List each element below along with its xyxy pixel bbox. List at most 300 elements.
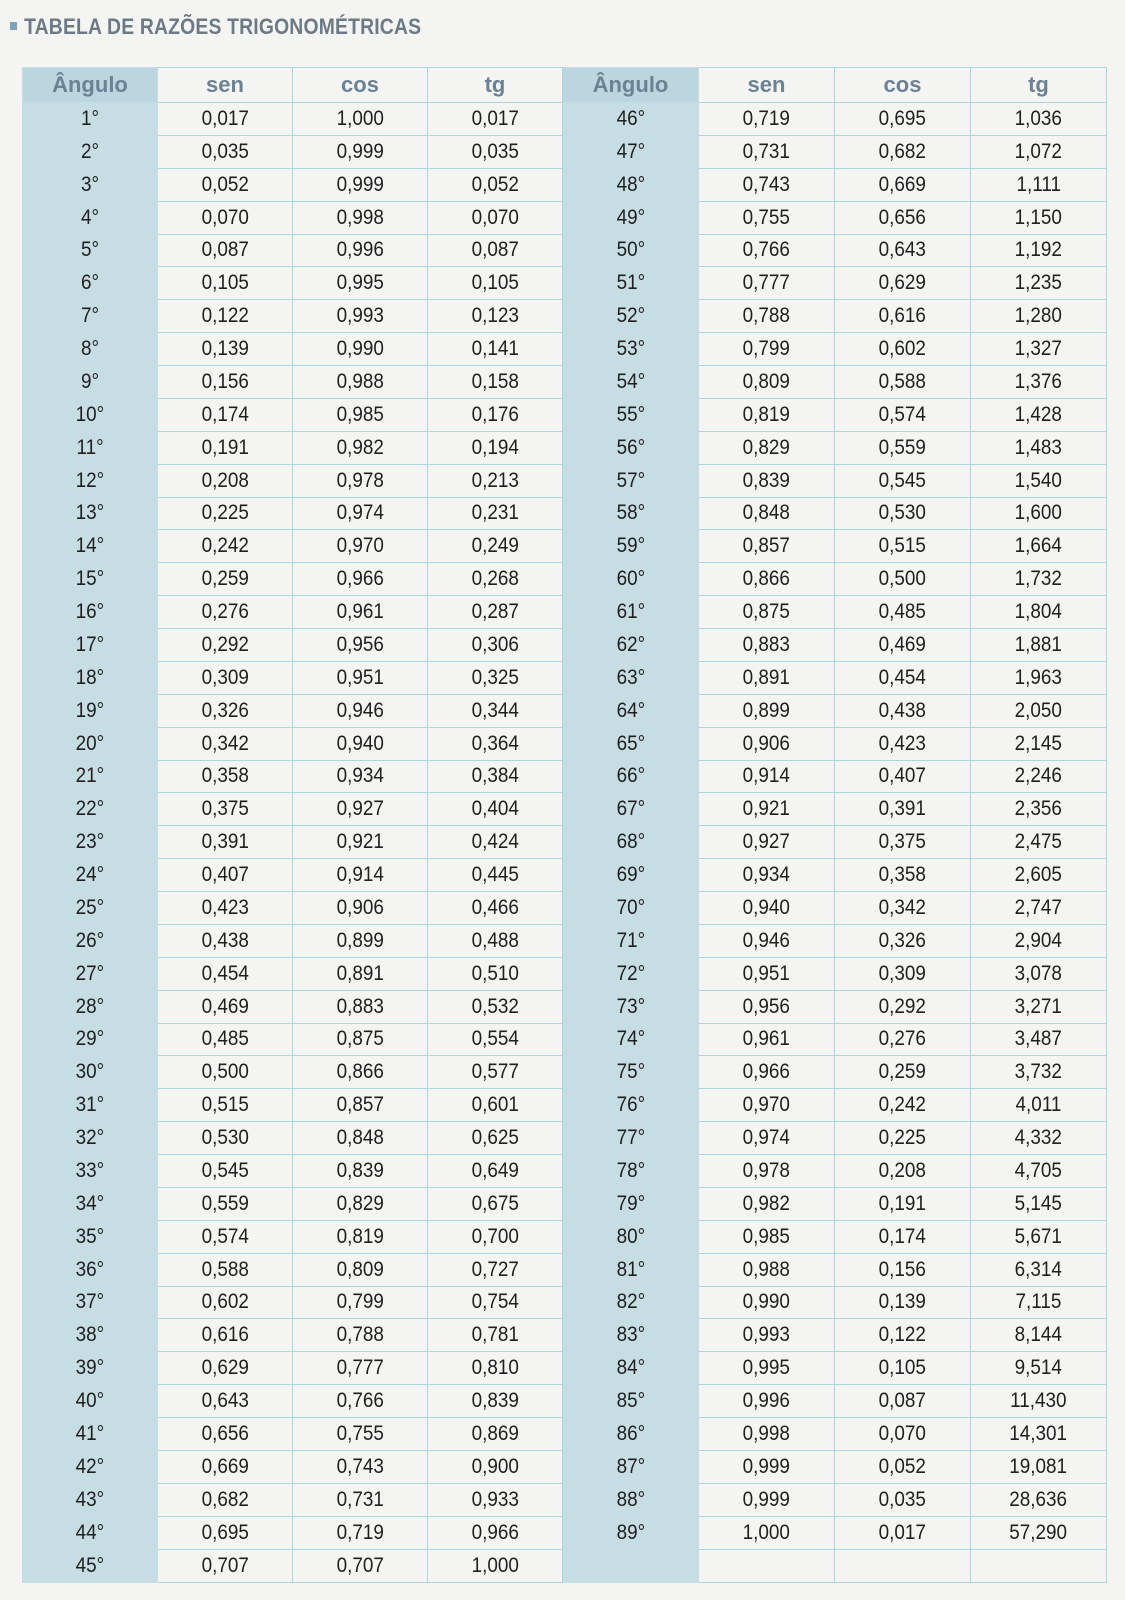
cell-value: 0,970 (336, 534, 384, 558)
cell-value: 1,540 (1014, 468, 1063, 492)
header-tg-right: tg (971, 68, 1107, 103)
cell-value: 0,292 (878, 994, 927, 1018)
cell-cos-right (835, 1450, 971, 1483)
cell-angle-left (23, 103, 158, 136)
cell-value: 5,145 (1014, 1191, 1063, 1215)
cell-tg-right (971, 727, 1107, 760)
cell-tg-left (428, 1220, 563, 1253)
cell-cos-left (293, 727, 428, 760)
table-row (23, 398, 1107, 431)
cell-cos-right (835, 1089, 971, 1122)
cell-value: 33° (75, 1158, 105, 1182)
cell-value: 0,869 (471, 1421, 519, 1445)
cell-tg-left (428, 793, 563, 826)
cell-tg-left (428, 924, 563, 957)
cell-sen-left (158, 530, 293, 563)
cell-sen-right (699, 1253, 835, 1286)
cell-sen-left (158, 135, 293, 168)
cell-value: 0,629 (201, 1356, 249, 1380)
cell-sen-left (158, 1549, 293, 1583)
cell-angle-right (563, 1352, 699, 1385)
table-row (23, 333, 1107, 366)
cell-angle-left (23, 1056, 158, 1089)
cell-cos-left (293, 300, 428, 333)
cell-sen-left (158, 431, 293, 464)
cell-value: 75° (616, 1060, 645, 1084)
cell-tg-left (428, 366, 563, 399)
cell-sen-right (699, 135, 835, 168)
cell-value: 0,438 (878, 698, 927, 722)
cell-value: 1,327 (1014, 337, 1063, 361)
cell-angle-right (563, 201, 699, 234)
cell-sen-left (158, 892, 293, 925)
cell-value: 47° (616, 139, 645, 163)
cell-value: 35° (75, 1224, 105, 1248)
cell-angle-left (23, 234, 158, 267)
cell-value: 1,428 (1014, 402, 1063, 426)
cell-value: 0,574 (201, 1224, 249, 1248)
cell-sen-left (158, 793, 293, 826)
cell-tg-left (428, 629, 563, 662)
table-row (23, 1187, 1107, 1220)
cell-value: 0,191 (201, 435, 249, 459)
cell-value: 0,625 (471, 1126, 519, 1150)
cell-sen-left (158, 1023, 293, 1056)
cell-sen-right (699, 267, 835, 300)
cell-tg-left (428, 563, 563, 596)
cell-value: 0,017 (201, 106, 249, 130)
cell-value: 0,988 (336, 369, 384, 393)
cell-angle-left (23, 1516, 158, 1549)
cell-value: 0,087 (471, 238, 519, 262)
cell-value: 0,829 (742, 435, 791, 459)
cell-sen-left (158, 957, 293, 990)
cell-cos-right (835, 1056, 971, 1089)
cell-cos-left (293, 694, 428, 727)
cell-cos-left (293, 1549, 428, 1583)
cell-cos-right (835, 103, 971, 136)
cell-value: 0,358 (878, 863, 927, 887)
cell-cos-left (293, 957, 428, 990)
cell-value: 6,314 (1014, 1257, 1063, 1281)
table-row (23, 1352, 1107, 1385)
cell-angle-left (23, 596, 158, 629)
cell-value: 0,052 (878, 1454, 927, 1478)
cell-value: 0,754 (471, 1290, 519, 1314)
cell-value: 0,810 (471, 1356, 519, 1380)
cell-angle-right (563, 727, 699, 760)
cell-angle-right (563, 892, 699, 925)
header-tg-left: tg (428, 68, 563, 103)
table-row (23, 168, 1107, 201)
cell-value: 0,788 (336, 1323, 384, 1347)
cell-value: 0,500 (878, 567, 927, 591)
cell-value: 4,705 (1014, 1158, 1063, 1182)
cell-value: 0,017 (471, 106, 519, 130)
cell-angle-right (563, 760, 699, 793)
cell-value: 0,766 (336, 1389, 384, 1413)
cell-value: 0,743 (336, 1454, 384, 1478)
cell-value: 0,988 (742, 1257, 791, 1281)
cell-value: 0,727 (471, 1257, 519, 1281)
table-row (23, 859, 1107, 892)
cell-cos-left (293, 103, 428, 136)
cell-value: 0,577 (471, 1060, 519, 1084)
cell-value: 0,927 (336, 797, 384, 821)
cell-angle-left (23, 957, 158, 990)
cell-tg-left (428, 661, 563, 694)
header-cos-right: cos (835, 68, 971, 103)
cell-value: 0,629 (878, 271, 927, 295)
cell-value: 0,719 (742, 106, 791, 130)
cell-value: 86° (616, 1421, 645, 1445)
cell-cos-right (835, 924, 971, 957)
cell-angle-left (23, 1023, 158, 1056)
cell-value: 0,194 (471, 435, 519, 459)
cell-value: 0,174 (878, 1224, 927, 1248)
cell-value: 0,213 (471, 468, 519, 492)
cell-cos-right (835, 629, 971, 662)
cell-value: 28,636 (1009, 1487, 1068, 1511)
cell-value: 6° (80, 271, 100, 295)
cell-value: 0,454 (201, 961, 249, 985)
cell-tg-left (428, 497, 563, 530)
cell-value: 40° (75, 1389, 105, 1413)
cell-value: 17° (75, 632, 105, 656)
cell-value: 52° (616, 304, 645, 328)
cell-angle-right (563, 267, 699, 300)
cell-value: 83° (616, 1323, 645, 1347)
cell-value: 27° (75, 961, 105, 985)
cell-sen-right (699, 990, 835, 1023)
cell-value: 0,242 (878, 1093, 927, 1117)
cell-value: 24° (75, 863, 105, 887)
cell-sen-left (158, 1155, 293, 1188)
cell-value: 0,940 (336, 731, 384, 755)
cell-sen-right (699, 1155, 835, 1188)
cell-cos-left (293, 267, 428, 300)
cell-tg-left (428, 1549, 563, 1583)
cell-tg-right (971, 530, 1107, 563)
cell-cos-right (835, 1385, 971, 1418)
cell-value: 2,904 (1014, 928, 1063, 952)
cell-cos-left (293, 1089, 428, 1122)
cell-value: 2,475 (1014, 830, 1063, 854)
cell-sen-right (699, 1549, 835, 1583)
cell-value: 70° (616, 895, 645, 919)
cell-sen-left (158, 1516, 293, 1549)
cell-tg-left (428, 135, 563, 168)
cell-angle-left (23, 1253, 158, 1286)
cell-value: 7° (80, 304, 100, 328)
cell-angle-right (563, 826, 699, 859)
header-sen-right: sen (699, 68, 835, 103)
cell-cos-right (835, 530, 971, 563)
cell-value: 0,344 (471, 698, 519, 722)
cell-tg-right (971, 760, 1107, 793)
cell-value: 14,301 (1009, 1421, 1068, 1445)
cell-cos-left (293, 1319, 428, 1352)
cell-angle-left (23, 497, 158, 530)
cell-tg-left (428, 1122, 563, 1155)
table-row (23, 1385, 1107, 1418)
cell-value: 0,588 (201, 1257, 249, 1281)
cell-tg-right (971, 366, 1107, 399)
cell-cos-left (293, 1253, 428, 1286)
cell-cos-left (293, 596, 428, 629)
cell-tg-left (428, 1516, 563, 1549)
cell-angle-right (563, 530, 699, 563)
cell-value: 11,430 (1010, 1389, 1067, 1413)
cell-value: 0,602 (201, 1290, 249, 1314)
header-angle-left: Ângulo (23, 68, 158, 103)
cell-value: 1° (80, 106, 100, 130)
cell-value: 63° (616, 665, 645, 689)
cell-cos-right (835, 398, 971, 431)
cell-tg-right (971, 1089, 1107, 1122)
cell-tg-left (428, 1319, 563, 1352)
cell-value: 49° (616, 205, 645, 229)
cell-tg-left (428, 530, 563, 563)
cell-value: 1,150 (1014, 205, 1063, 229)
cell-value: 19,081 (1009, 1454, 1068, 1478)
cell-angle-left (23, 924, 158, 957)
cell-sen-left (158, 300, 293, 333)
cell-angle-left (23, 1122, 158, 1155)
cell-angle-right (563, 464, 699, 497)
cell-tg-right (971, 1319, 1107, 1352)
cell-tg-left (428, 892, 563, 925)
cell-value: 72° (616, 961, 645, 985)
cell-value: 0,999 (336, 172, 384, 196)
cell-tg-right (971, 859, 1107, 892)
cell-value: 67° (616, 797, 645, 821)
cell-cos-left (293, 1155, 428, 1188)
cell-cos-right (835, 727, 971, 760)
cell-angle-right (563, 1187, 699, 1220)
cell-sen-right (699, 826, 835, 859)
cell-tg-right (971, 1549, 1107, 1583)
cell-sen-right (699, 793, 835, 826)
cell-tg-left (428, 826, 563, 859)
cell-tg-right (971, 1253, 1107, 1286)
cell-tg-right (971, 1286, 1107, 1319)
cell-value: 1,036 (1014, 106, 1063, 130)
cell-value: 1,072 (1014, 139, 1063, 163)
cell-angle-right (563, 1319, 699, 1352)
cell-value: 0,848 (742, 501, 791, 525)
table-row (23, 1450, 1107, 1483)
cell-value: 1,192 (1014, 238, 1063, 262)
cell-cos-right (835, 957, 971, 990)
cell-value: 0,839 (742, 468, 791, 492)
cell-value: 0,866 (336, 1060, 384, 1084)
cell-value: 0,974 (742, 1126, 791, 1150)
cell-angle-right (563, 924, 699, 957)
table-row (23, 1023, 1107, 1056)
cell-angle-left (23, 168, 158, 201)
cell-value: 0,052 (201, 172, 249, 196)
cell-angle-left (23, 629, 158, 662)
cell-sen-left (158, 1253, 293, 1286)
cell-value: 4,332 (1014, 1126, 1063, 1150)
cell-value: 0,139 (878, 1290, 927, 1314)
cell-value: 0,515 (201, 1093, 249, 1117)
cell-cos-left (293, 1023, 428, 1056)
cell-value: 1,483 (1014, 435, 1063, 459)
cell-value: 43° (75, 1487, 105, 1511)
cell-value: 0,035 (471, 139, 519, 163)
cell-tg-right (971, 563, 1107, 596)
cell-value: 0,530 (878, 501, 927, 525)
cell-value: 0,364 (471, 731, 519, 755)
cell-value: 0,755 (742, 205, 791, 229)
table-row (23, 629, 1107, 662)
cell-value: 0,707 (201, 1553, 249, 1577)
cell-value: 0,358 (201, 764, 249, 788)
cell-value: 0,601 (471, 1093, 519, 1117)
cell-value: 0,951 (336, 665, 384, 689)
cell-value: 9° (80, 369, 100, 393)
cell-angle-left (23, 1187, 158, 1220)
cell-tg-left (428, 1155, 563, 1188)
cell-value: 0,707 (336, 1553, 384, 1577)
cell-value: 8° (80, 337, 100, 361)
table-row (23, 366, 1107, 399)
cell-value: 0,998 (742, 1421, 791, 1445)
cell-angle-right (563, 1483, 699, 1516)
cell-tg-left (428, 1418, 563, 1451)
cell-cos-left (293, 990, 428, 1023)
cell-tg-left (428, 1385, 563, 1418)
cell-angle-left (23, 135, 158, 168)
cell-sen-right (699, 1319, 835, 1352)
cell-tg-right (971, 300, 1107, 333)
cell-value: 0,035 (878, 1487, 927, 1511)
table-row (23, 563, 1107, 596)
cell-cos-right (835, 431, 971, 464)
cell-value: 1,111 (1016, 172, 1061, 196)
cell-tg-right (971, 1023, 1107, 1056)
cell-cos-left (293, 892, 428, 925)
cell-value: 0,656 (201, 1421, 249, 1445)
cell-value: 15° (75, 567, 105, 591)
cell-angle-left (23, 398, 158, 431)
cell-tg-right (971, 135, 1107, 168)
cell-value: 0,940 (742, 895, 791, 919)
cell-cos-left (293, 431, 428, 464)
cell-cos-right (835, 1122, 971, 1155)
cell-cos-right (835, 990, 971, 1023)
table-row (23, 596, 1107, 629)
cell-value: 0,933 (471, 1487, 519, 1511)
cell-angle-left (23, 1450, 158, 1483)
cell-cos-left (293, 366, 428, 399)
cell-tg-right (971, 1220, 1107, 1253)
cell-tg-left (428, 1450, 563, 1483)
cell-sen-left (158, 234, 293, 267)
cell-value: 0,208 (201, 468, 249, 492)
table-row (23, 497, 1107, 530)
cell-value: 1,280 (1014, 304, 1063, 328)
cell-cos-right (835, 563, 971, 596)
table-row (23, 267, 1107, 300)
cell-value: 28° (75, 994, 105, 1018)
cell-value: 0,995 (336, 271, 384, 295)
cell-value: 0,225 (878, 1126, 927, 1150)
cell-value: 0,999 (742, 1454, 791, 1478)
cell-tg-left (428, 333, 563, 366)
cell-cos-right (835, 234, 971, 267)
cell-value: 0,985 (336, 402, 384, 426)
cell-value: 0,249 (471, 534, 519, 558)
cell-angle-right (563, 1122, 699, 1155)
cell-cos-left (293, 234, 428, 267)
table-row (23, 103, 1107, 136)
cell-value: 0,325 (471, 665, 519, 689)
cell-cos-right (835, 661, 971, 694)
cell-tg-left (428, 1253, 563, 1286)
cell-tg-left (428, 1187, 563, 1220)
table-row (23, 1220, 1107, 1253)
cell-value: 20° (75, 731, 105, 755)
cell-angle-right (563, 694, 699, 727)
cell-value: 32° (75, 1126, 105, 1150)
cell-sen-right (699, 760, 835, 793)
cell-value: 73° (616, 994, 645, 1018)
cell-value: 51° (616, 271, 645, 295)
cell-value: 14° (75, 534, 105, 558)
table-row (23, 530, 1107, 563)
cell-angle-right (563, 1385, 699, 1418)
cell-value: 0,070 (201, 205, 249, 229)
cell-angle-right (563, 563, 699, 596)
cell-cos-right (835, 300, 971, 333)
cell-tg-right (971, 234, 1107, 267)
header-sen-left: sen (158, 68, 293, 103)
cell-value: 0,966 (742, 1060, 791, 1084)
cell-value: 0,819 (742, 402, 791, 426)
cell-value: 0,695 (878, 106, 927, 130)
cell-angle-right (563, 103, 699, 136)
cell-value: 0,070 (471, 205, 519, 229)
cell-tg-left (428, 1056, 563, 1089)
cell-value: 0,999 (336, 139, 384, 163)
table-row (23, 661, 1107, 694)
table-row (23, 464, 1107, 497)
cell-value: 0,695 (201, 1520, 249, 1544)
cell-sen-left (158, 1220, 293, 1253)
cell-cos-right (835, 760, 971, 793)
table-row (23, 826, 1107, 859)
header-row (23, 68, 1107, 103)
cell-angle-right (563, 497, 699, 530)
cell-value: 4,011 (1015, 1093, 1062, 1117)
cell-value: 0,554 (471, 1027, 519, 1051)
cell-sen-left (158, 596, 293, 629)
cell-value: 0,225 (201, 501, 249, 525)
cell-value: 0,829 (336, 1191, 384, 1215)
cell-value: 0,857 (742, 534, 791, 558)
cell-value: 50° (616, 238, 645, 262)
cell-tg-right (971, 694, 1107, 727)
cell-tg-right (971, 1187, 1107, 1220)
cell-value: 25° (75, 895, 105, 919)
cell-angle-right (563, 366, 699, 399)
cell-value: 0,996 (336, 238, 384, 262)
cell-value: 87° (616, 1454, 645, 1478)
cell-value: 0,559 (878, 435, 927, 459)
